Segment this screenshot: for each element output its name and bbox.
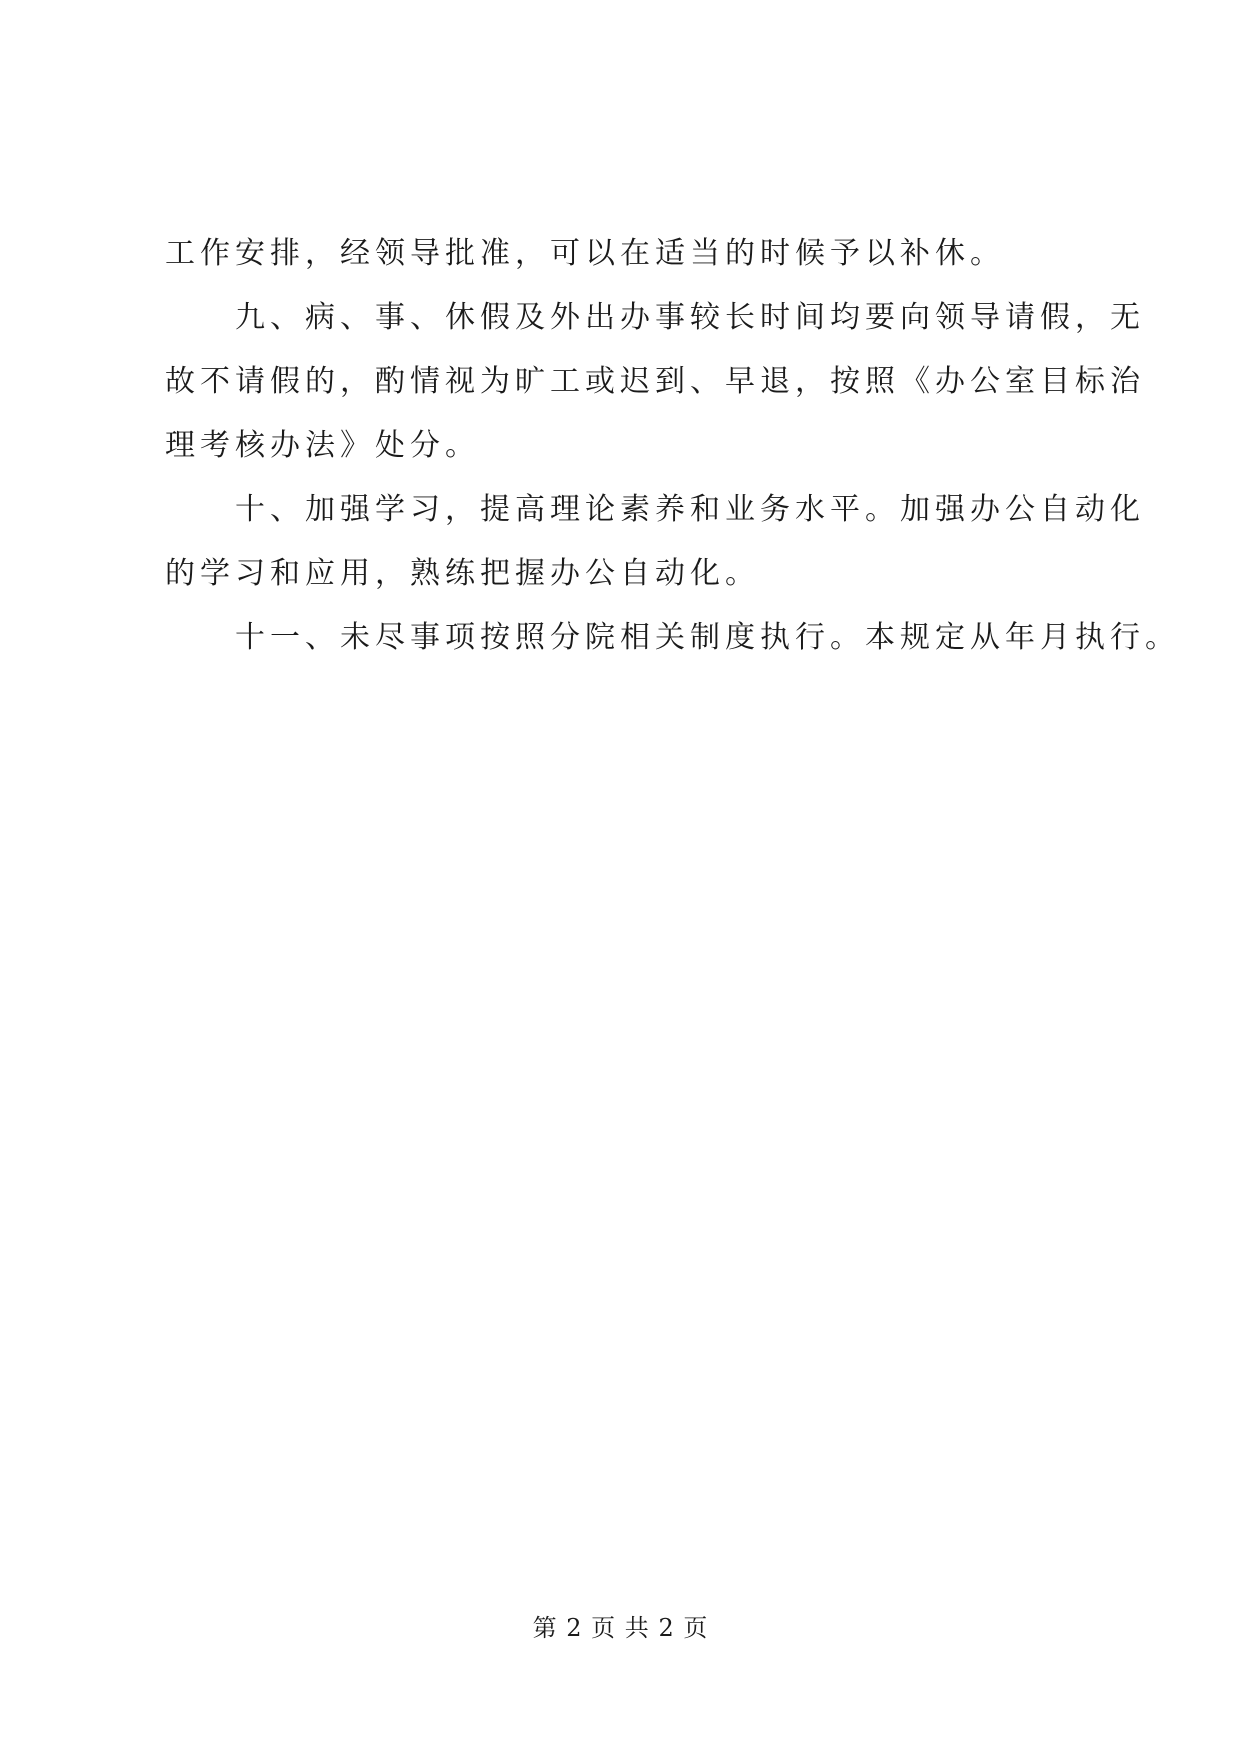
document-body: [165, 222, 1180, 670]
paragraph-line-continuation: 工作安排，经领导批准，可以在适当的时候予以补休。: [165, 236, 1005, 271]
paragraph-ten-line-1: 十、加强学习，提高理论素养和业务水平。加强办公自动化: [235, 492, 1145, 527]
page-footer: [0, 1608, 1241, 1643]
paragraph-nine-line-1: 九、病、事、休假及外出办事较长时间均要向领导请假，无: [235, 300, 1145, 335]
paragraph-ten-line-2: 的学习和应用，熟练把握办公自动化。: [165, 556, 760, 591]
paragraph-nine-line-3: 理考核办法》处分。: [165, 428, 480, 463]
paragraph-eleven-line-1: 十一、未尽事项按照分院相关制度执行。本规定从年月执行。: [235, 620, 1180, 655]
paragraph-nine-line-2: 故不请假的，酌情视为旷工或迟到、早退，按照《办公室目标治: [165, 364, 1145, 399]
page-number-label: 第 2 页 共 2 页: [532, 1614, 709, 1642]
